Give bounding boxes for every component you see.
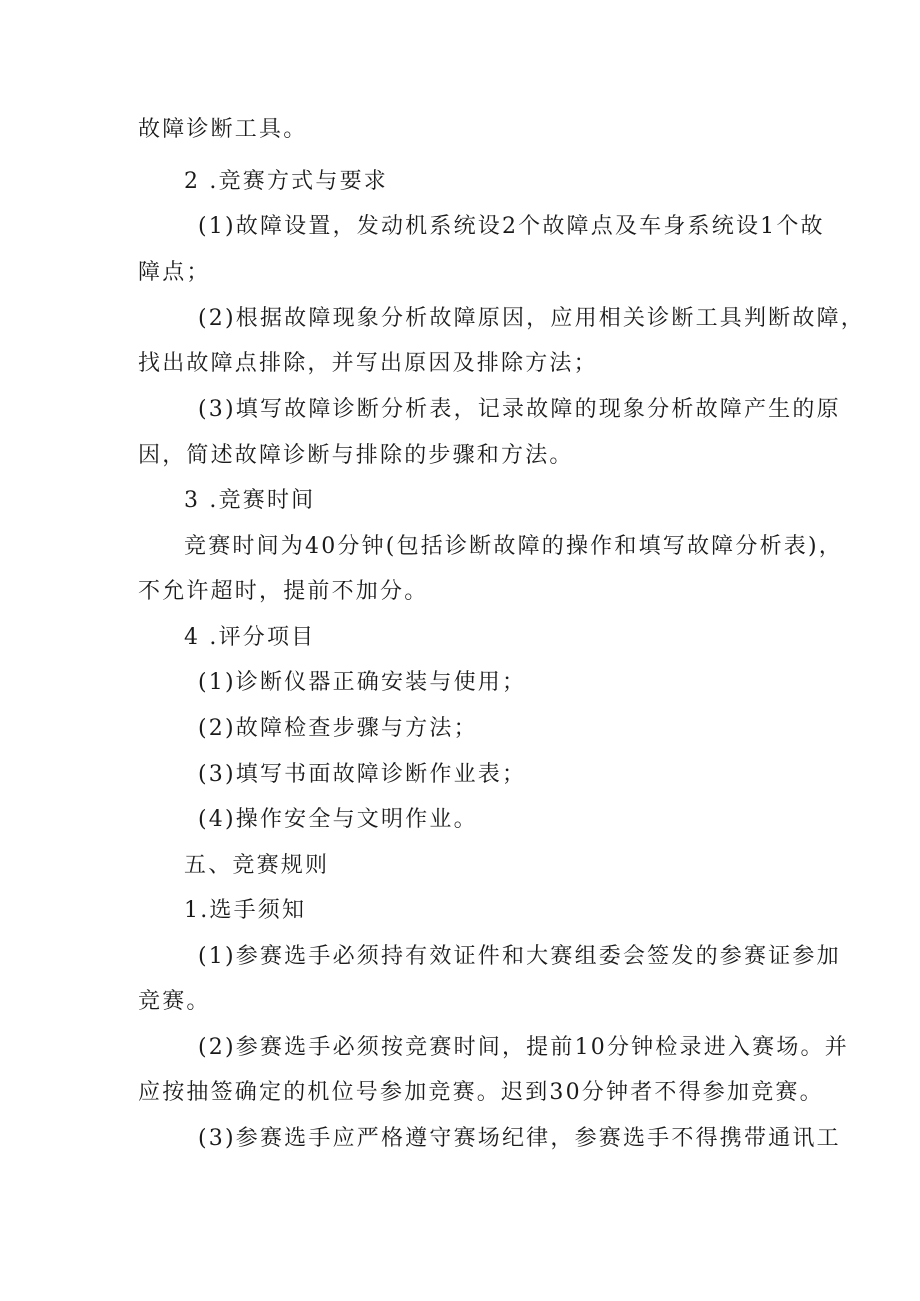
list-item-line: (4)操作安全与文明作业。	[198, 807, 478, 832]
list-item-line: (1)故障设置，发动机系统设2个故障点及车身系统设1个故	[198, 214, 825, 239]
list-item-line: (1)参赛选手必须持有效证件和大赛组委会签发的参赛证参加	[198, 944, 841, 969]
list-item-continuation: 找出故障点排除，并写出原因及排除方法；	[138, 351, 598, 376]
paragraph-line: 竞赛时间为40分钟(包括诊断故障的操作和填写故障分析表)，	[184, 534, 843, 559]
section-heading: 3 .竞赛时间	[184, 488, 316, 513]
list-item-line: (2)故障检查步骤与方法；	[198, 716, 478, 741]
list-item-line: (2)参赛选手必须按竞赛时间，提前10分钟检录进入赛场。并	[198, 1035, 849, 1060]
list-item-line: (3)填写故障诊断分析表，记录故障的现象分析故障产生的原	[198, 397, 841, 422]
section-heading: 2 .竞赛方式与要求	[184, 169, 388, 194]
section-heading: 4 .评分项目	[184, 625, 316, 650]
chapter-heading: 五、竞赛规则	[184, 853, 330, 878]
paragraph-continuation: 不允许超时，提前不加分。	[138, 579, 429, 604]
paragraph-continuation: 故障诊断工具。	[138, 117, 308, 142]
section-heading: 1.选手须知	[184, 898, 307, 923]
list-item-continuation: 障点；	[138, 260, 211, 285]
list-item-continuation: 竞赛。	[138, 989, 211, 1014]
list-item-line: (1)诊断仪器正确安装与使用；	[198, 670, 527, 695]
list-item-line: (3)填写书面故障诊断作业表；	[198, 762, 527, 787]
list-item-continuation: 因，简述故障诊断与排除的步骤和方法。	[138, 443, 574, 468]
list-item-line: (2)根据故障现象分析故障原因，应用相关诊断工具判断故障，	[198, 306, 865, 331]
list-item-line: (3)参赛选手应严格遵守赛场纪律，参赛选手不得携带通讯工	[198, 1126, 841, 1151]
list-item-continuation: 应按抽签确定的机位号参加竞赛。迟到30分钟者不得参加竞赛。	[138, 1080, 824, 1105]
